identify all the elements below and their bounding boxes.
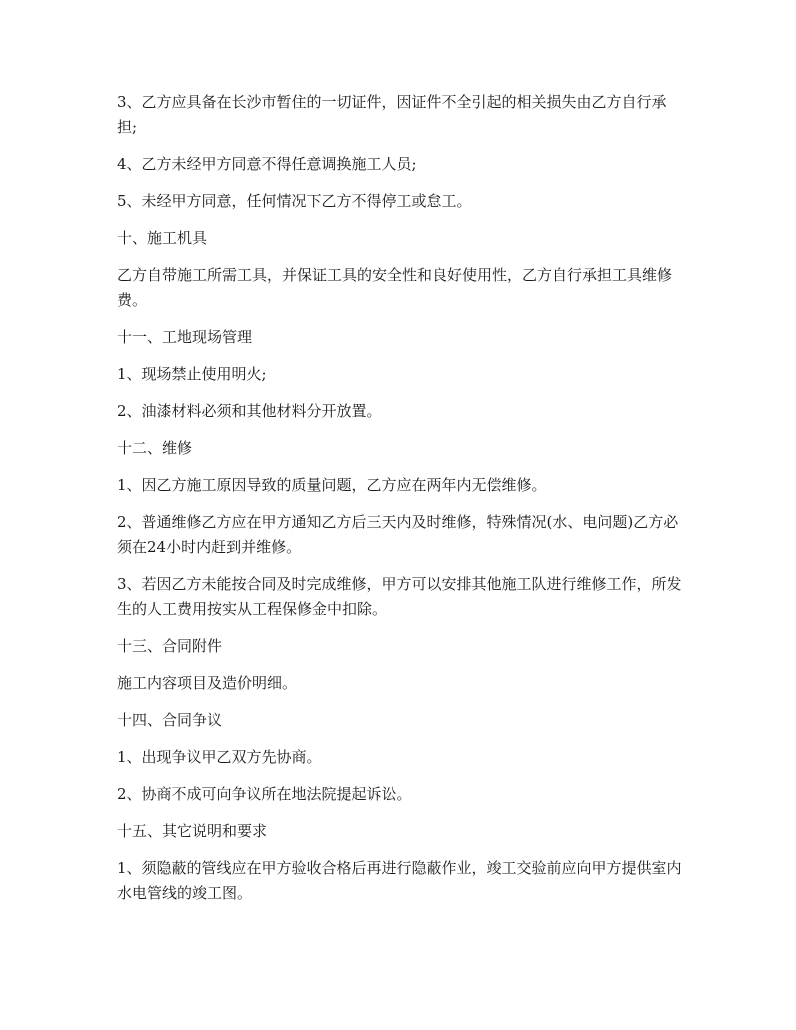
attachments-paragraph: 施工内容项目及造价明细。 [117,674,298,692]
section-heading-disputes: 十四、合同争议 [117,711,223,729]
dispute-rule-1: 1、出现争议甲乙双方先协商。 [117,748,322,766]
tools-paragraph: 乙方自带施工所需工具，并保证工具的安全性和良好使用性，乙方自行承担工具维修费。 [117,266,673,309]
other-requirement-1: 1、须隐蔽的管线应在甲方验收合格后再进行隐蔽作业，竣工交验前应向甲方提供室内水电管线的竣工图。 [117,859,682,902]
clause-5-no-stoppage: 5、未经甲方同意，任何情况下乙方不得停工或怠工。 [117,192,472,210]
maintenance-rule-1: 1、因乙方施工原因导致的质量问题，乙方应在两年内无偿维修。 [117,476,547,494]
section-heading-maintenance: 十二、维修 [117,439,193,457]
section-heading-tools: 十、施工机具 [117,229,208,247]
clause-3-certificates: 3、乙方应具备在长沙市暂住的一切证件，因证件不全引起的相关损失由乙方自行承担; [117,93,667,136]
maintenance-rule-3: 3、若因乙方未能按合同及时完成维修，甲方可以安排其他施工队进行维修工作，所发生的人工费用按实从工程保修金中扣除。 [117,575,682,618]
document-body [117,90,683,918]
maintenance-rule-2: 2、普通维修乙方应在甲方通知乙方后三天内及时维修，特殊情况(水、电问题)乙方必须在24小时内赶到并维修。 [117,513,679,556]
clause-4-personnel: 4、乙方未经甲方同意不得任意调换施工人员; [117,155,417,173]
site-rule-2: 2、油漆材料必须和其他材料分开放置。 [117,402,382,420]
section-heading-site-management: 十一、工地现场管理 [117,328,253,346]
section-heading-other-requirements: 十五、其它说明和要求 [117,822,268,840]
site-rule-1: 1、现场禁止使用明火; [117,365,267,383]
section-heading-attachments: 十三、合同附件 [117,637,223,655]
dispute-rule-2: 2、协商不成可向争议所在地法院提起诉讼。 [117,785,412,803]
